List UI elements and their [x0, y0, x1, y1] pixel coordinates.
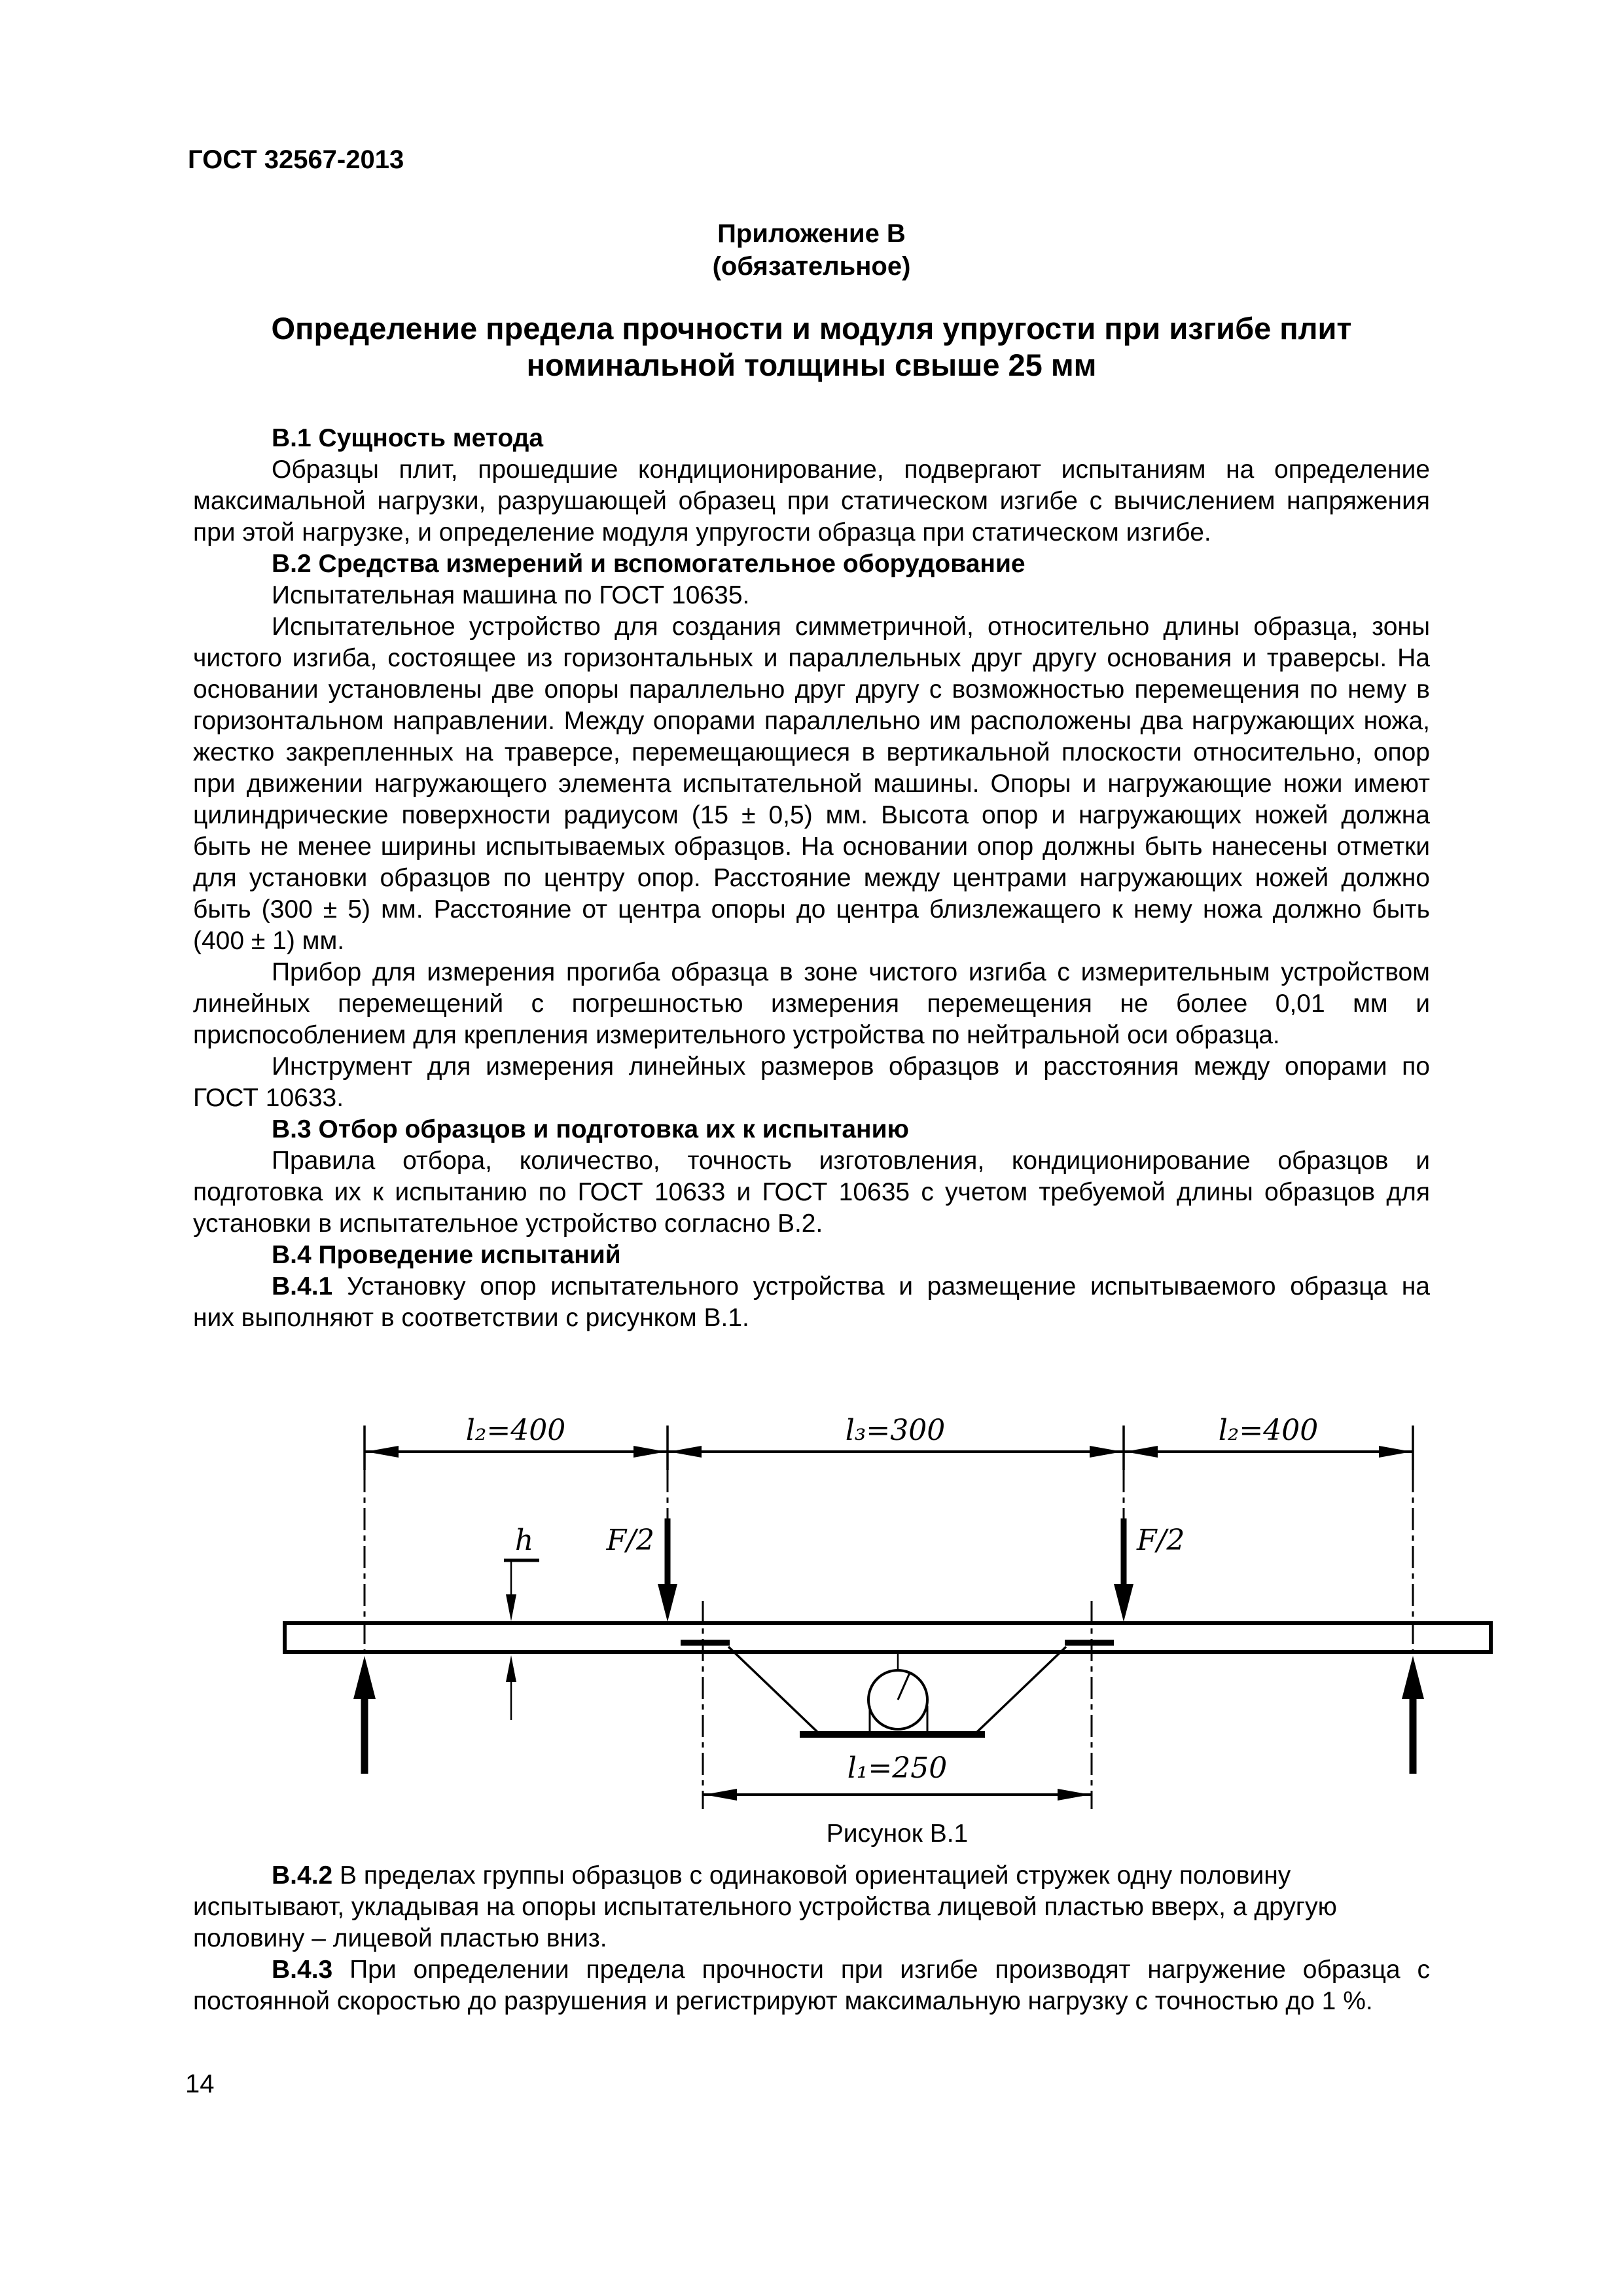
main-text-block [193, 423, 1430, 1334]
appendix-label: Приложение В [717, 219, 906, 248]
heading-b1: В.1 Сущность метода [272, 424, 544, 452]
clause-text: Установку опор испытательного устройства и размещение испытываемого образца на [332, 1272, 1430, 1300]
text-line [193, 1954, 1430, 1986]
clause-number: В.4.1 [272, 1272, 333, 1300]
thickness-arrow-up [506, 1655, 516, 1682]
clause-number: В.4.2 [272, 1861, 333, 1890]
dim-arrowhead [1058, 1789, 1090, 1801]
text-line: при этой нагрузке, и определение модуля упругости образца при статическом изгибе. [193, 518, 1211, 547]
support-arrowhead-right [1402, 1656, 1424, 1699]
thickness-label: h [514, 1524, 534, 1557]
text-line [193, 1860, 1430, 1892]
text-line: линейных перемещений с погрешностью измерения перемещения не более 0,01 мм и [193, 990, 1430, 1018]
text-line: Прибор для измерения прогиба образца в зоне чистого изгиба с измерительным устройством [272, 958, 1430, 986]
dim-arrowhead [1090, 1446, 1122, 1458]
clause-text: В пределах группы образцов с одинаковой ориентацией стружек одну половину [332, 1861, 1291, 1890]
text-line: приспособлением для крепления измерительного устройства по нейтральной оси образца. [193, 1021, 1280, 1049]
dim-arrowhead [1125, 1446, 1158, 1458]
text-line: Инструмент для измерения линейных размеров образцов и расстояния между опорами по [272, 1052, 1430, 1081]
dim-arrowhead [704, 1789, 737, 1801]
text-line: Испытательное устройство для создания симметричной, относительно длины образца, зоны [272, 613, 1430, 641]
dim-label-l3: l₃=300 [845, 1414, 946, 1447]
text-line: при движении нагружающего элемента испытательной машины. Опоры и нагружающие ножи имеют [193, 770, 1430, 798]
text-line: основании установлены две опоры параллельно друг другу с возможностью перемещения по нему в [193, 675, 1430, 704]
device-frame-right [974, 1647, 1066, 1734]
dim-arrowhead [1379, 1446, 1412, 1458]
heading-b4: В.4 Проведение испытаний [272, 1241, 621, 1269]
bottom-text-block [193, 1860, 1430, 2017]
clause-number: В.4.3 [272, 1956, 333, 1984]
dim-arrowhead [669, 1446, 702, 1458]
force-label-right: F/2 [1137, 1524, 1185, 1557]
text-line: горизонтальном направлении. Между опорами параллельно им расположены два нагружающих ножа, [193, 707, 1430, 735]
page-number: 14 [185, 2070, 215, 2098]
appendix-title-line1: Определение предела прочности и модуля упругости при изгибе плит [271, 311, 1352, 346]
dim-label-l1: l₁=250 [847, 1751, 948, 1785]
force-arrowhead-right [1114, 1584, 1133, 1622]
figure-caption: Рисунок В.1 [826, 1820, 969, 1848]
standard-code: ГОСТ 32567-2013 [188, 145, 404, 174]
appendix-header [0, 217, 1623, 283]
dim-arrowhead [366, 1446, 399, 1458]
appendix-title-line2: номинальной толщины свыше 25 мм [526, 348, 1097, 382]
force-label-left: F/2 [606, 1524, 654, 1557]
text-line: максимальной нагрузки, разрушающей образец при статическом изгибе с вычислением напряжения [193, 487, 1430, 515]
text-line: постоянной скоростью до разрушения и регистрируют максимальную нагрузку с точностью до 1 %. [193, 1987, 1373, 2015]
thickness-arrow-down [506, 1594, 516, 1621]
text-line: цилиндрические поверхности радиусом (15 ± 0,5) мм. Высота опор и нагружающих ножей должна [193, 801, 1430, 829]
text-line: них выполняют в соответствии с рисунком В.1. [193, 1304, 749, 1332]
text-line: ГОСТ 10633. [193, 1084, 344, 1112]
text-line: Образцы плит, прошедшие кондиционирование, подвергают испытаниям на определение [272, 456, 1430, 484]
text-line: половину – лицевой пластью вниз. [193, 1924, 607, 1952]
heading-b2: В.2 Средства измерений и вспомогательное оборудование [272, 550, 1026, 578]
text-line [193, 1271, 1430, 1302]
device-frame-left [728, 1647, 820, 1734]
specimen-beam [285, 1623, 1491, 1652]
text-line: испытывают, укладывая на опоры испытательного устройства лицевой пластью вверх, а другую [193, 1893, 1337, 1921]
text-line: жестко закрепленных на траверсе, перемещающиеся в вертикальной плоскости относительно, опор [193, 738, 1430, 766]
text-line: быть не менее ширины испытываемых образцов. На основании опор должны быть нанесены отметки [193, 833, 1430, 861]
figure-b1-drawing [0, 1374, 1623, 1859]
text-line: для установки образцов по центру опор. Расстояние между центрами нагружающих ножей должно [193, 864, 1430, 892]
text-line: чистого изгиба, состоящее из горизонтальных и параллельных друг другу основания и траверсы. На [193, 644, 1430, 672]
text-line: подготовка их к испытанию по ГОСТ 10633 и ГОСТ 10635 с учетом требуемой длины образцов для [193, 1178, 1430, 1206]
force-arrowhead-left [658, 1584, 677, 1622]
appendix-type-note: (обязательное) [712, 252, 911, 281]
dim-label-l2-left: l₂=400 [465, 1414, 566, 1447]
text-line: Правила отбора, количество, точность изготовления, кондиционирование образцов и [272, 1147, 1430, 1175]
text-line: (400 ± 1) мм. [193, 927, 345, 955]
appendix-title [92, 310, 1531, 384]
dim-arrowhead [633, 1446, 666, 1458]
dim-label-l2-right: l₂=400 [1218, 1414, 1319, 1447]
clause-text: При определении предела прочности при изгибе производят нагружение образца с [332, 1956, 1430, 1984]
text-line: быть (300 ± 5) мм. Расстояние от центра опоры до центра близлежащего к нему ножа должно быть [193, 895, 1430, 924]
text-line: Испытательная машина по ГОСТ 10635. [272, 581, 750, 609]
support-arrowhead-left [353, 1656, 376, 1699]
heading-b3: В.3 Отбор образцов и подготовка их к испытанию [272, 1115, 909, 1143]
text-line: установки в испытательное устройство согласно В.2. [193, 1210, 823, 1238]
